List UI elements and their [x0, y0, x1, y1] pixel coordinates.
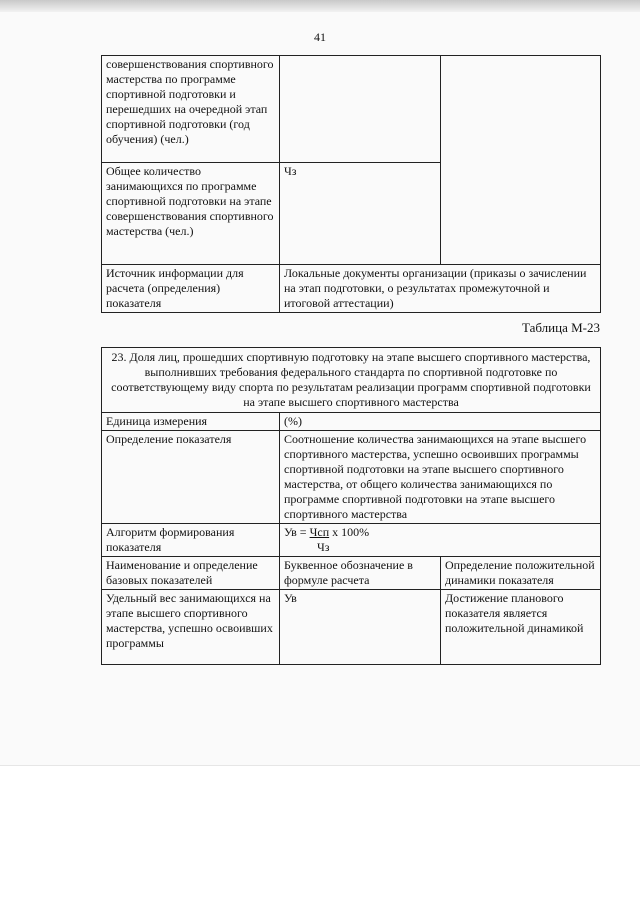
table-cell: совершенствования спортивного мастерства по программе спортивной подготовки и перешедших на очередной этап спортивной подготовки (год обучения) (чел.): [102, 56, 280, 163]
table-row: [102, 431, 601, 524]
table-row: [102, 348, 601, 413]
table-cell: Источник информации для расчета (определения) показателя: [102, 265, 280, 313]
formula: [284, 525, 369, 539]
page-number: 41: [314, 30, 326, 44]
table-cell: (%): [280, 413, 601, 431]
table-cell: Достижение планового показателя является положительной динамикой: [441, 590, 601, 665]
table-header-cell: Определение положительной динамики показателя: [441, 557, 601, 590]
table-cell: Локальные документы организации (приказы о зачислении на этап подготовки, о результатах промежуточной и итоговой аттестации): [280, 265, 601, 313]
table-cell: [280, 56, 441, 163]
formula-denominator: Чз: [317, 540, 330, 554]
indicator-table: [101, 347, 601, 665]
table-cell: Чз: [280, 163, 441, 265]
table-cell: Единица измерения: [102, 413, 280, 431]
table-row: [102, 413, 601, 431]
table-cell: [441, 56, 601, 265]
table-cell: Ув: [280, 590, 441, 665]
indicator-title: 23. Доля лиц, прошедших спортивную подготовку на этапе высшего спортивного мастерства, выполнивших требования федерального стандарта по спортивной подготовке по соответствующему виду спорта по результатам реализации программ спортивной подготовки на этапе высшего спортивного мастерства: [102, 348, 601, 413]
formula-lhs: Ув =: [284, 525, 310, 539]
formula-times: х 100%: [329, 525, 370, 539]
table-row: [102, 524, 601, 557]
table-header-cell: Наименование и определение базовых показателей: [102, 557, 280, 590]
table-caption: Таблица М-23: [522, 320, 600, 335]
table-continued: [101, 55, 601, 313]
blank-area: [0, 765, 640, 906]
table-row: [102, 56, 601, 163]
scan-edge: [0, 0, 640, 12]
formula-numerator: Чсп: [309, 525, 330, 539]
table-header-cell: Буквенное обозначение в формуле расчета: [280, 557, 441, 590]
table-cell: Соотношение количества занимающихся на этапе высшего спортивного мастерства, успешно освоивших программы спортивной подготовки на этапе высшего спортивного мастерства, от общего количества занимающихся по программе спортивной подготовки на этапе высшего спортивного мастерства: [280, 431, 601, 524]
table-cell: Алгоритм формирования показателя: [102, 524, 280, 557]
table-cell: Удельный вес занимающихся на этапе высшего спортивного мастерства, успешно освоивших программы: [102, 590, 280, 665]
formula-cell: [280, 524, 601, 557]
table-row: [102, 265, 601, 313]
table-row: [102, 590, 601, 665]
table-cell: Общее количество занимающихся по программе спортивной подготовки на этапе совершенствования спортивного мастерства (чел.): [102, 163, 280, 265]
table-row: [102, 557, 601, 590]
table-cell: Определение показателя: [102, 431, 280, 524]
